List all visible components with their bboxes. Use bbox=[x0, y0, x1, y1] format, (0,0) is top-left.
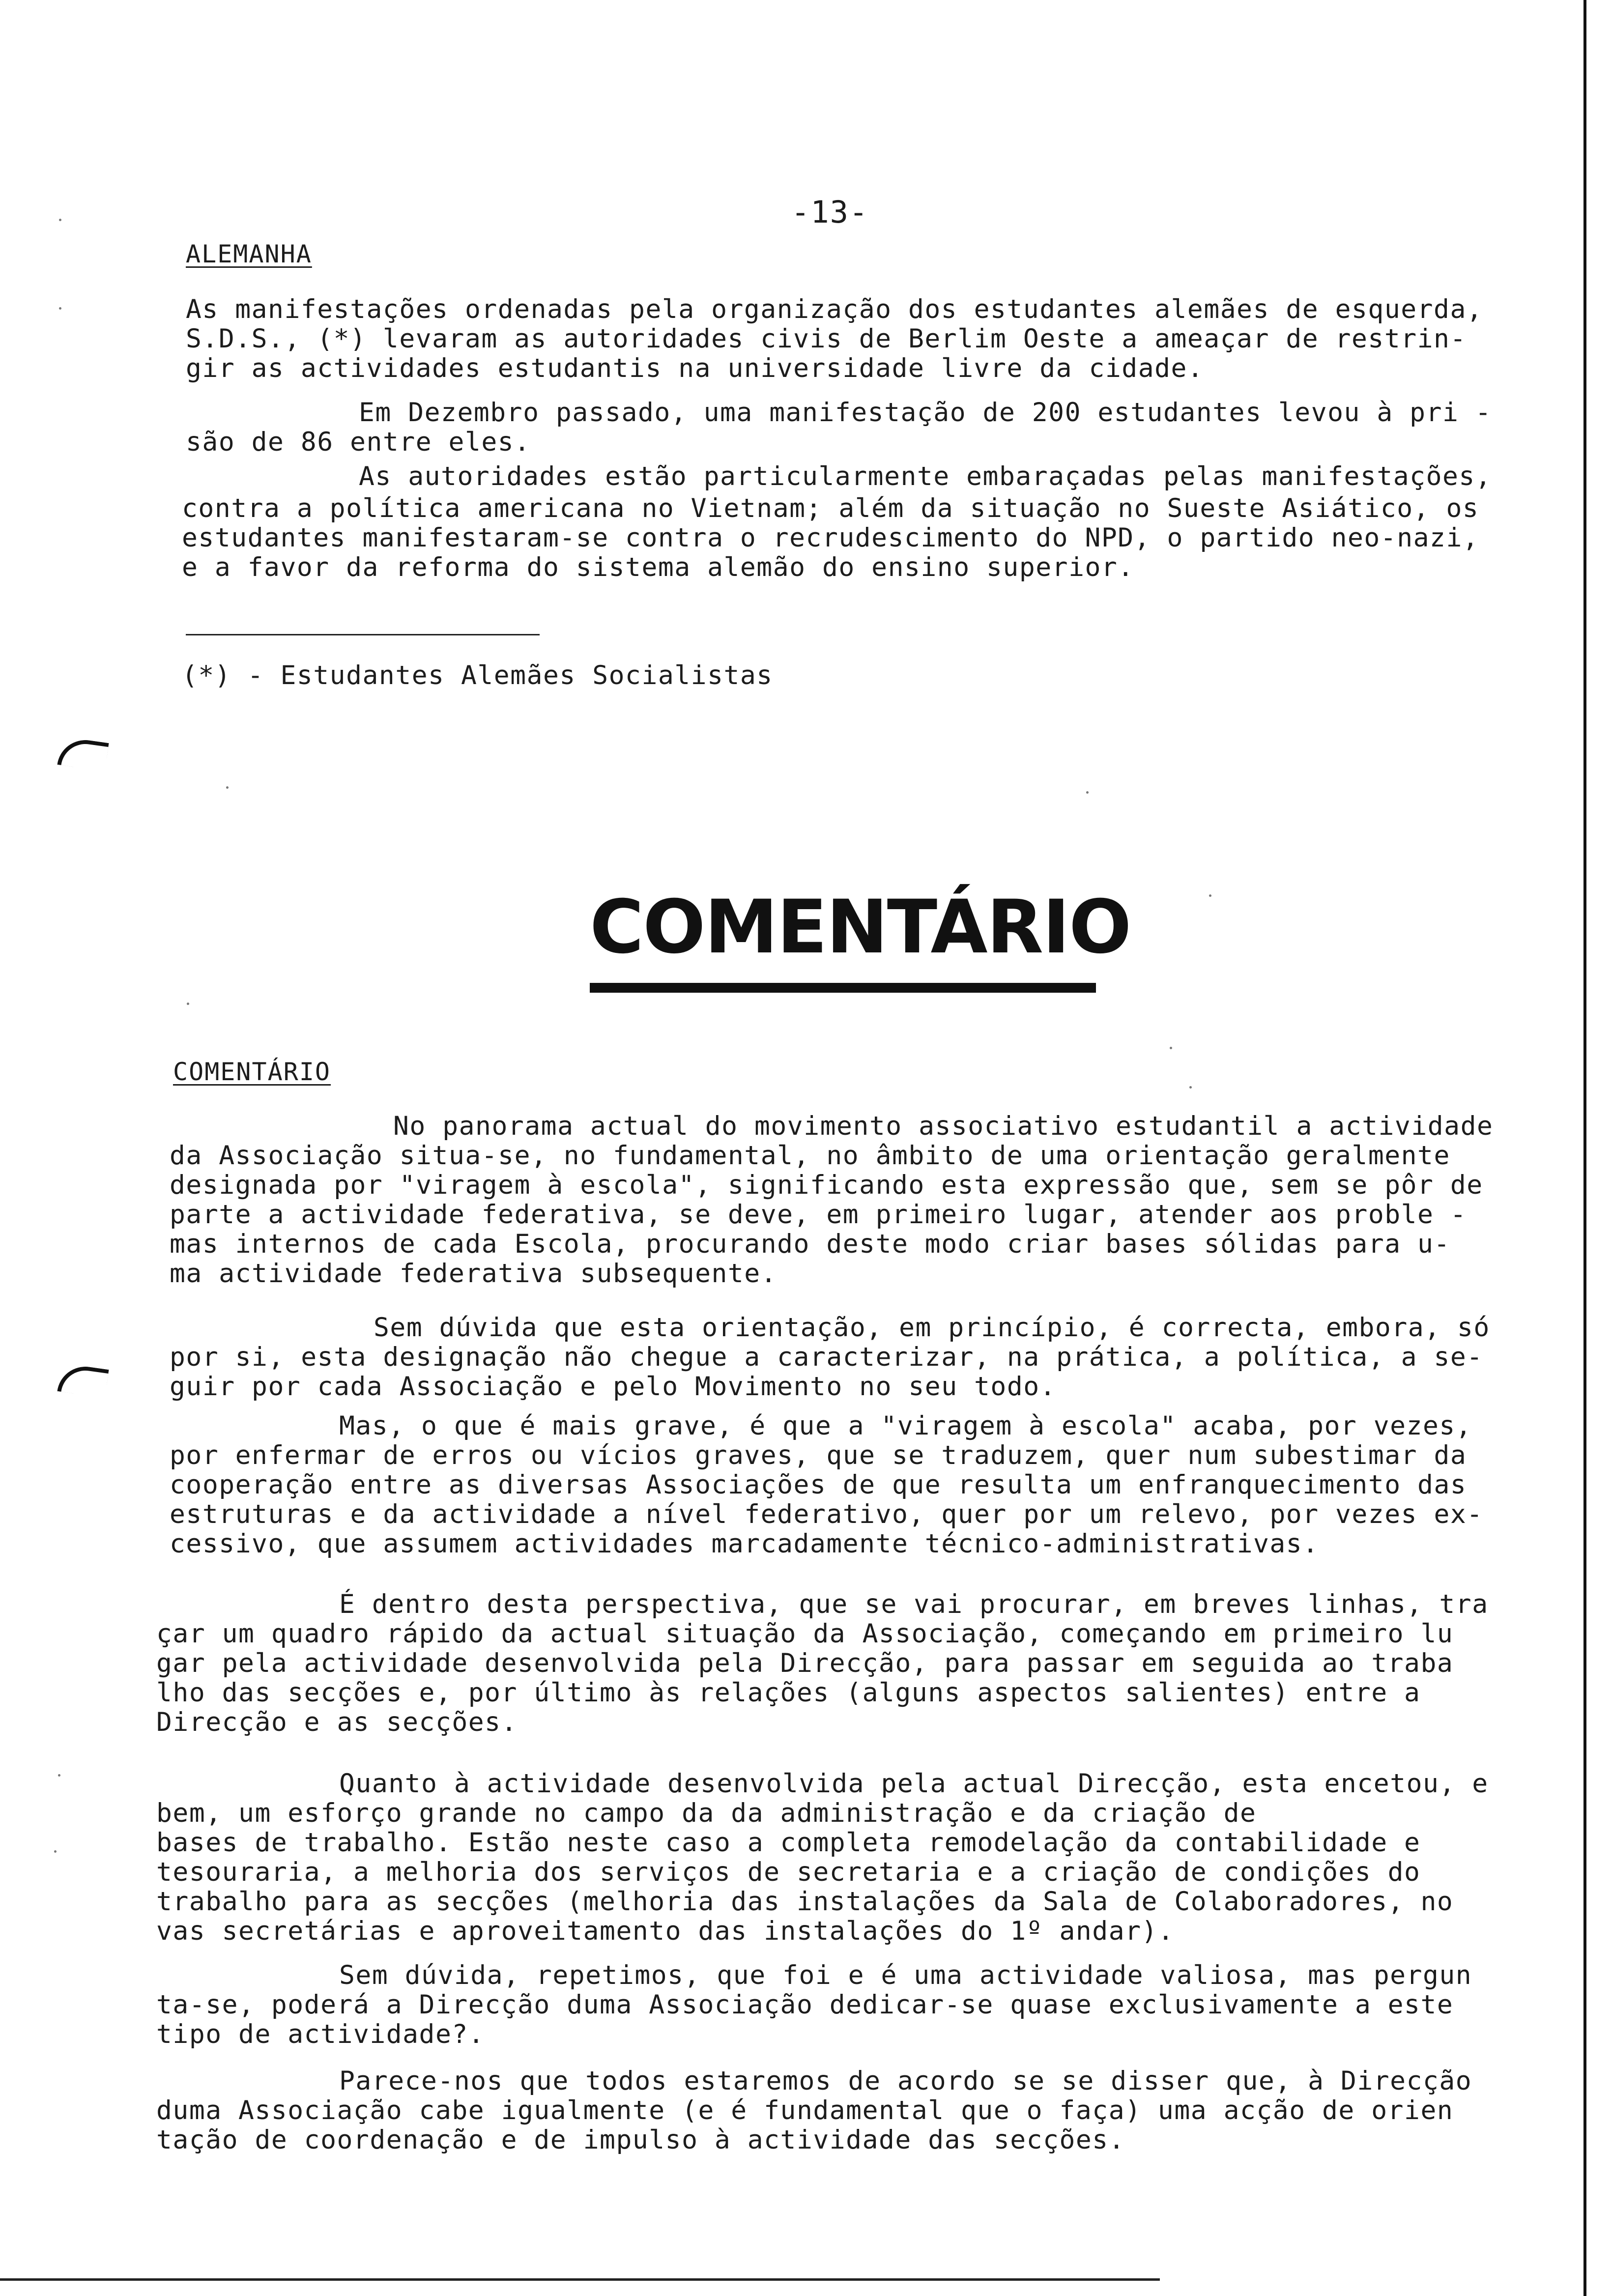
scan-speck bbox=[1086, 791, 1089, 794]
bottom-rule bbox=[0, 2278, 1160, 2281]
alemanha-line: As manifestações ordenadas pela organização dos estudantes alemães de esquerda, bbox=[186, 294, 1483, 324]
comentario-line: da Associação situa-se, no fundamental, no âmbito de uma orientação geralmente bbox=[170, 1141, 1450, 1171]
comentario-line: estruturas e da actividade a nível federativo, quer por um relevo, por vezes ex- bbox=[170, 1499, 1483, 1529]
scan-speck bbox=[59, 307, 61, 310]
logo-text: COMENTÁRIO bbox=[590, 885, 1131, 970]
scan-speck bbox=[54, 1850, 57, 1853]
alemanha-line: são de 86 entre eles. bbox=[186, 427, 531, 457]
comentario-line: Parece-nos que todos estaremos de acordo se se disser que, à Direcção bbox=[339, 2066, 1472, 2096]
comentario-line: mas internos de cada Escola, procurando deste modo criar bases sólidas para u- bbox=[170, 1229, 1450, 1259]
alemanha-line: estudantes manifestaram-se contra o recrudescimento do NPD, o partido neo-nazi, bbox=[182, 523, 1479, 553]
footnote-divider bbox=[186, 634, 540, 635]
comentario-line: designada por "viragem à escola", significando esta expressão que, sem se pôr de bbox=[170, 1170, 1483, 1200]
alemanha-line: As autoridades estão particularmente embaraçadas pelas manifestações, bbox=[359, 461, 1492, 491]
alemanha-line: gir as actividades estudantis na universidade livre da cidade. bbox=[186, 353, 1204, 383]
comentario-line: Quanto à actividade desenvolvida pela actual Direcção, esta encetou, e bbox=[339, 1769, 1489, 1799]
comentario-line: lho das secções e, por último às relações (alguns aspectos salientes) entre a bbox=[156, 1678, 1421, 1708]
comentario-line: gar pela actividade desenvolvida pela Direcção, para passar em seguida ao traba bbox=[156, 1648, 1454, 1678]
comentario-line: É dentro desta perspectiva, que se vai procurar, em breves linhas, tra bbox=[339, 1589, 1489, 1619]
comentario-line: cessivo, que assumem actividades marcadamente técnico-administrativas. bbox=[170, 1529, 1319, 1559]
footnote: (*) - Estudantes Alemães Socialistas bbox=[182, 660, 773, 690]
scan-speck bbox=[187, 1003, 189, 1005]
comentario-line: Mas, o que é mais grave, é que a "viragem à escola" acaba, por vezes, bbox=[339, 1411, 1472, 1441]
comentario-line: ma actividade federativa subsequente. bbox=[170, 1259, 777, 1289]
alemanha-line: S.D.S., (*) levaram as autoridades civis de Berlim Oeste a ameaçar de restrin- bbox=[186, 324, 1467, 354]
binding-line bbox=[1583, 0, 1586, 2296]
punch-hole-mark bbox=[57, 736, 109, 771]
alemanha-line: contra a política americana no Vietnam; além da situação no Sueste Asiático, os bbox=[182, 493, 1479, 523]
scan-speck bbox=[59, 219, 61, 221]
comentario-line: guir por cada Associação e pelo Movimento no seu todo. bbox=[170, 1372, 1057, 1402]
comentario-line: por enfermar de erros ou vícios graves, que se traduzem, quer num subestimar da bbox=[170, 1440, 1467, 1470]
comentario-line: ta-se, poderá a Direcção duma Associação dedicar-se quase exclusivamente a este bbox=[156, 1990, 1454, 2020]
comentario-line: parte a actividade federativa, se deve, em primeiro lugar, atender aos proble - bbox=[170, 1200, 1467, 1230]
comentario-line: çar um quadro rápido da actual situação da Associação, começando em primeiro lu bbox=[156, 1619, 1454, 1649]
comentario-line: bem, um esforço grande no campo da da administração e da criação de bbox=[156, 1798, 1257, 1828]
comentario-line: tação de coordenação e de impulso à actividade das secções. bbox=[156, 2125, 1125, 2155]
comentario-line: No panorama actual do movimento associativo estudantil a actividade bbox=[393, 1111, 1494, 1141]
section-heading-alemanha: ALEMANHA bbox=[186, 240, 312, 268]
scan-speck bbox=[226, 786, 229, 789]
comentario-line: cooperação entre as diversas Associações de que resulta um enfranquecimento das bbox=[170, 1470, 1467, 1500]
comentario-title-logo bbox=[590, 885, 1131, 1003]
comentario-line: tipo de actividade?. bbox=[156, 2019, 485, 2049]
page-number: -13- bbox=[791, 194, 869, 230]
comentario-line: bases de trabalho. Estão neste caso a completa remodelação da contabilidade e bbox=[156, 1828, 1421, 1858]
punch-hole-mark bbox=[57, 1363, 109, 1398]
comentario-line: duma Associação cabe igualmente (e é fundamental que o faça) uma acção de orien bbox=[156, 2095, 1454, 2125]
alemanha-line: Em Dezembro passado, uma manifestação de 200 estudantes levou à pri - bbox=[359, 398, 1492, 428]
scan-speck bbox=[1209, 894, 1211, 897]
scan-speck bbox=[1170, 1047, 1172, 1049]
comentario-line: Sem dúvida, repetimos, que foi e é uma actividade valiosa, mas pergun bbox=[339, 1960, 1472, 1990]
comentario-line: tesouraria, a melhoria dos serviços de secretaria e a criação de condições do bbox=[156, 1857, 1421, 1887]
scan-speck bbox=[1189, 1086, 1192, 1089]
comentario-line: vas secretárias e aproveitamento das instalações do 1º andar). bbox=[156, 1916, 1175, 1946]
comentario-line: Sem dúvida que esta orientação, em princípio, é correcta, embora, só bbox=[374, 1313, 1490, 1343]
scan-speck bbox=[58, 1774, 60, 1777]
comentario-line: trabalho para as secções (melhoria das instalações da Sala de Colaboradores, no bbox=[156, 1887, 1454, 1917]
alemanha-line: e a favor da reforma do sistema alemão do ensino superior. bbox=[182, 552, 1134, 582]
logo-underline-bar bbox=[590, 983, 1096, 993]
comentario-line: Direcção e as secções. bbox=[156, 1707, 518, 1737]
comentario-line: por si, esta designação não chegue a caracterizar, na prática, a política, a se- bbox=[170, 1342, 1483, 1372]
section-heading-comentario: COMENTÁRIO bbox=[173, 1058, 331, 1086]
